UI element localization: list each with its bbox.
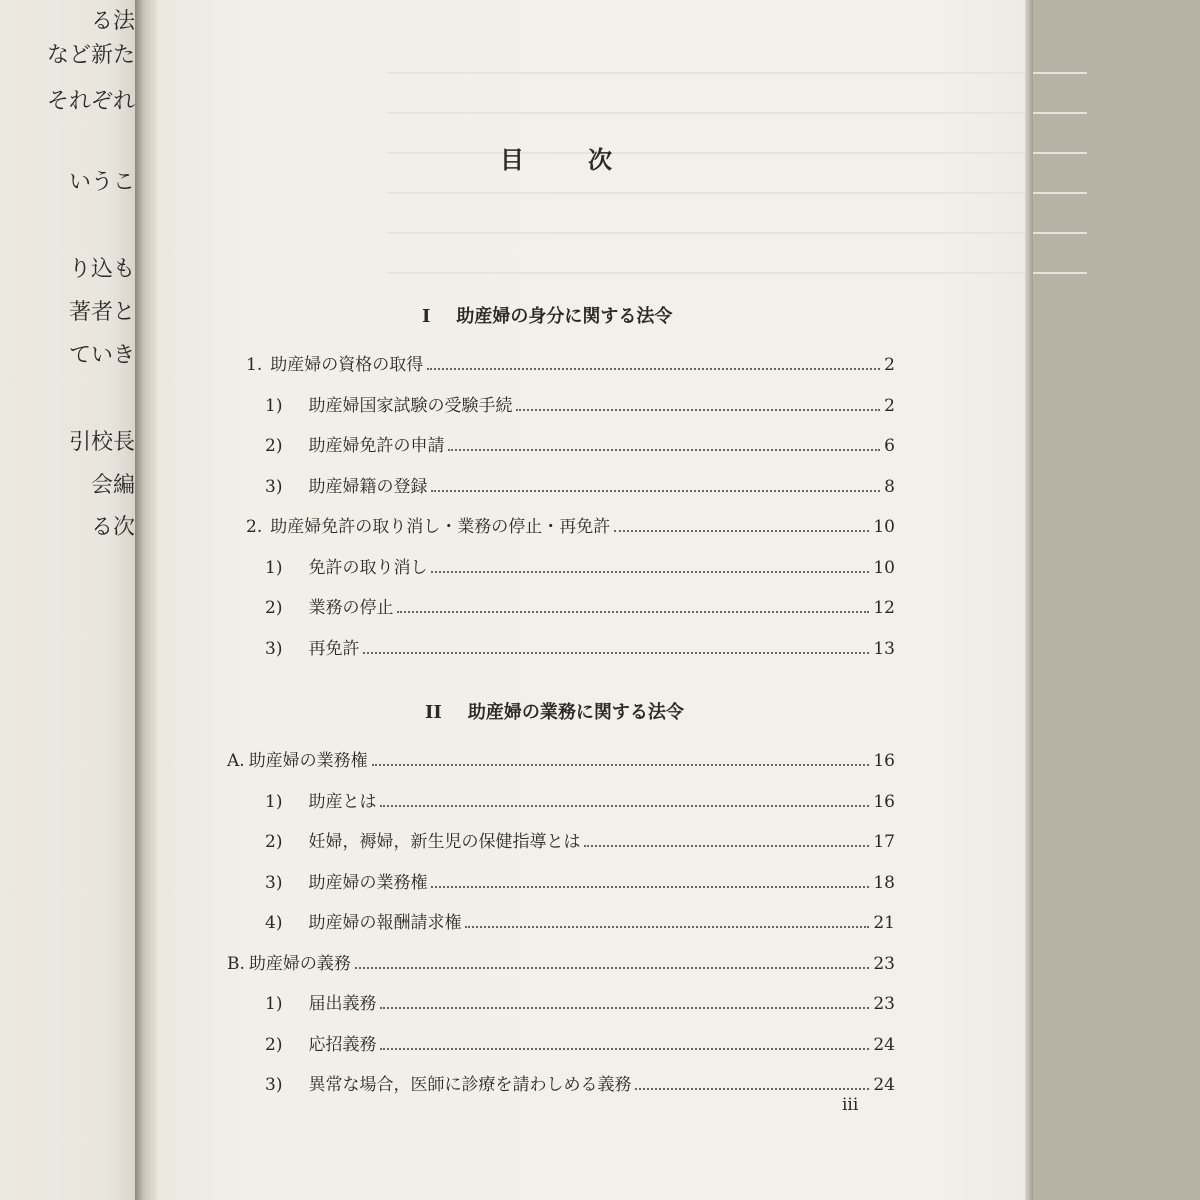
section-title: 助産婦の業務に関する法令 xyxy=(467,702,684,723)
left-page-text-fragment: る次 xyxy=(90,515,135,540)
entry-label: 助産婦の義務 xyxy=(248,953,351,974)
entry-label: 異常な場合，医師に診療を請わしめる義務 xyxy=(308,1075,632,1095)
toc-entry xyxy=(265,634,895,659)
page-folio: iii xyxy=(842,1095,859,1115)
section-title: 助産婦の身分に関する法令 xyxy=(456,306,673,327)
entry-page-number: 8 xyxy=(884,476,895,497)
toc-entry xyxy=(265,472,895,497)
entry-page-number: 24 xyxy=(873,1075,895,1095)
entry-number: B. xyxy=(227,953,245,974)
entry-number: 2. xyxy=(246,517,263,537)
toc-entry xyxy=(246,512,895,537)
dot-leader xyxy=(584,845,869,847)
toc-entry xyxy=(265,989,895,1014)
entry-page-number: 21 xyxy=(873,913,895,933)
left-page-text-fragment: それぞれ xyxy=(46,89,135,114)
toc-entry xyxy=(265,787,895,812)
toc-entry xyxy=(265,868,895,893)
left-page-text-fragment: いうこ xyxy=(68,170,135,195)
toc-entry xyxy=(265,827,895,852)
section-numeral: I xyxy=(422,306,431,327)
entry-label: 助産婦免許の申請 xyxy=(308,436,445,456)
toc-entry xyxy=(265,1070,895,1095)
entry-page-number: 10 xyxy=(873,557,895,578)
entry-number: 1) xyxy=(265,994,283,1014)
entry-page-number: 2 xyxy=(884,355,895,375)
dot-leader xyxy=(465,926,869,928)
entry-number: 3) xyxy=(265,872,283,893)
entry-label: 助産婦籍の登録 xyxy=(308,476,428,497)
entry-page-number: 23 xyxy=(873,994,895,1014)
entry-number: 2) xyxy=(265,436,283,456)
entry-number: 3) xyxy=(265,1075,283,1095)
entry-label: 助産婦国家試験の受験手続 xyxy=(308,395,513,416)
dot-leader xyxy=(380,1048,869,1050)
toc-entry xyxy=(265,1030,895,1055)
section-heading xyxy=(425,698,684,724)
book-gutter xyxy=(135,0,157,1200)
entry-number: 3) xyxy=(265,476,283,497)
left-page-text-fragment: 会編 xyxy=(90,473,135,498)
left-page xyxy=(0,0,135,1200)
page-edge xyxy=(1025,0,1033,1200)
dot-leader xyxy=(448,449,880,451)
show-through-line xyxy=(387,272,1087,274)
entry-label: 応招義務 xyxy=(308,1034,377,1055)
left-page-text-fragment: り込も xyxy=(68,257,135,282)
entry-label: 免許の取り消し xyxy=(308,557,428,578)
entry-number: 3) xyxy=(265,638,283,659)
entry-label: 助産婦免許の取り消し・業務の停止・再免許 xyxy=(270,517,611,537)
dot-leader xyxy=(397,611,869,613)
section-heading xyxy=(422,302,672,328)
dot-leader xyxy=(431,886,869,888)
toc-entry xyxy=(265,431,895,456)
entry-page-number: 16 xyxy=(873,791,895,812)
entry-number: 1) xyxy=(265,395,283,416)
dot-leader xyxy=(380,1007,869,1009)
toc-entry xyxy=(227,746,895,771)
entry-page-number: 17 xyxy=(873,832,895,852)
show-through-line xyxy=(387,192,1087,194)
entry-page-number: 10 xyxy=(873,517,895,537)
left-page-text-fragment: る法 xyxy=(90,9,135,34)
left-page-text-fragment: など新た xyxy=(46,43,135,68)
toc-entry xyxy=(227,949,895,974)
toc-entry xyxy=(265,908,895,933)
entry-number: 2) xyxy=(265,598,283,618)
dot-leader xyxy=(516,409,880,411)
toc-entry xyxy=(265,553,895,578)
left-page-text-fragment: ていき xyxy=(68,343,135,368)
left-page-text-fragment: 著者と xyxy=(68,300,135,325)
toc-title: 目次 xyxy=(500,145,676,174)
dot-leader xyxy=(355,967,869,969)
entry-page-number: 13 xyxy=(873,638,895,659)
dot-leader xyxy=(614,530,869,532)
entry-page-number: 2 xyxy=(884,395,895,416)
entry-label: 助産婦の報酬請求権 xyxy=(308,913,462,933)
entry-number: A. xyxy=(227,751,245,771)
show-through-line xyxy=(387,152,1087,154)
dot-leader xyxy=(431,490,880,492)
show-through-line xyxy=(387,232,1087,234)
toc-entry xyxy=(265,391,895,416)
entry-page-number: 16 xyxy=(873,751,895,771)
section-numeral: II xyxy=(425,702,442,723)
entry-label: 業務の停止 xyxy=(308,598,394,618)
entry-label: 助産婦の資格の取得 xyxy=(270,355,424,375)
entry-page-number: 18 xyxy=(873,872,895,893)
left-page-text-fragment: 引校長 xyxy=(68,430,135,455)
dot-leader xyxy=(427,368,880,370)
entry-label: 助産とは xyxy=(308,791,377,812)
entry-page-number: 12 xyxy=(873,598,895,618)
dot-leader xyxy=(372,764,870,766)
dot-leader xyxy=(431,571,869,573)
entry-label: 妊婦，褥婦，新生児の保健指導とは xyxy=(308,832,581,852)
entry-number: 4) xyxy=(265,913,283,933)
show-through-line xyxy=(387,72,1087,74)
entry-label: 助産婦の業務権 xyxy=(248,751,368,771)
entry-label: 助産婦の業務権 xyxy=(308,872,428,893)
dot-leader xyxy=(380,805,869,807)
entry-page-number: 23 xyxy=(873,953,895,974)
entry-number: 1) xyxy=(265,791,283,812)
entry-label: 再免許 xyxy=(308,638,360,659)
entry-label: 届出義務 xyxy=(308,994,377,1014)
entry-number: 2) xyxy=(265,832,283,852)
toc-entry xyxy=(246,350,895,375)
entry-number: 1. xyxy=(246,355,263,375)
entry-page-number: 6 xyxy=(884,436,895,456)
show-through-line xyxy=(387,112,1087,114)
entry-page-number: 24 xyxy=(873,1034,895,1055)
dot-leader xyxy=(363,652,869,654)
toc-entry xyxy=(265,593,895,618)
entry-number: 1) xyxy=(265,557,283,578)
entry-number: 2) xyxy=(265,1034,283,1055)
dot-leader xyxy=(635,1088,869,1090)
